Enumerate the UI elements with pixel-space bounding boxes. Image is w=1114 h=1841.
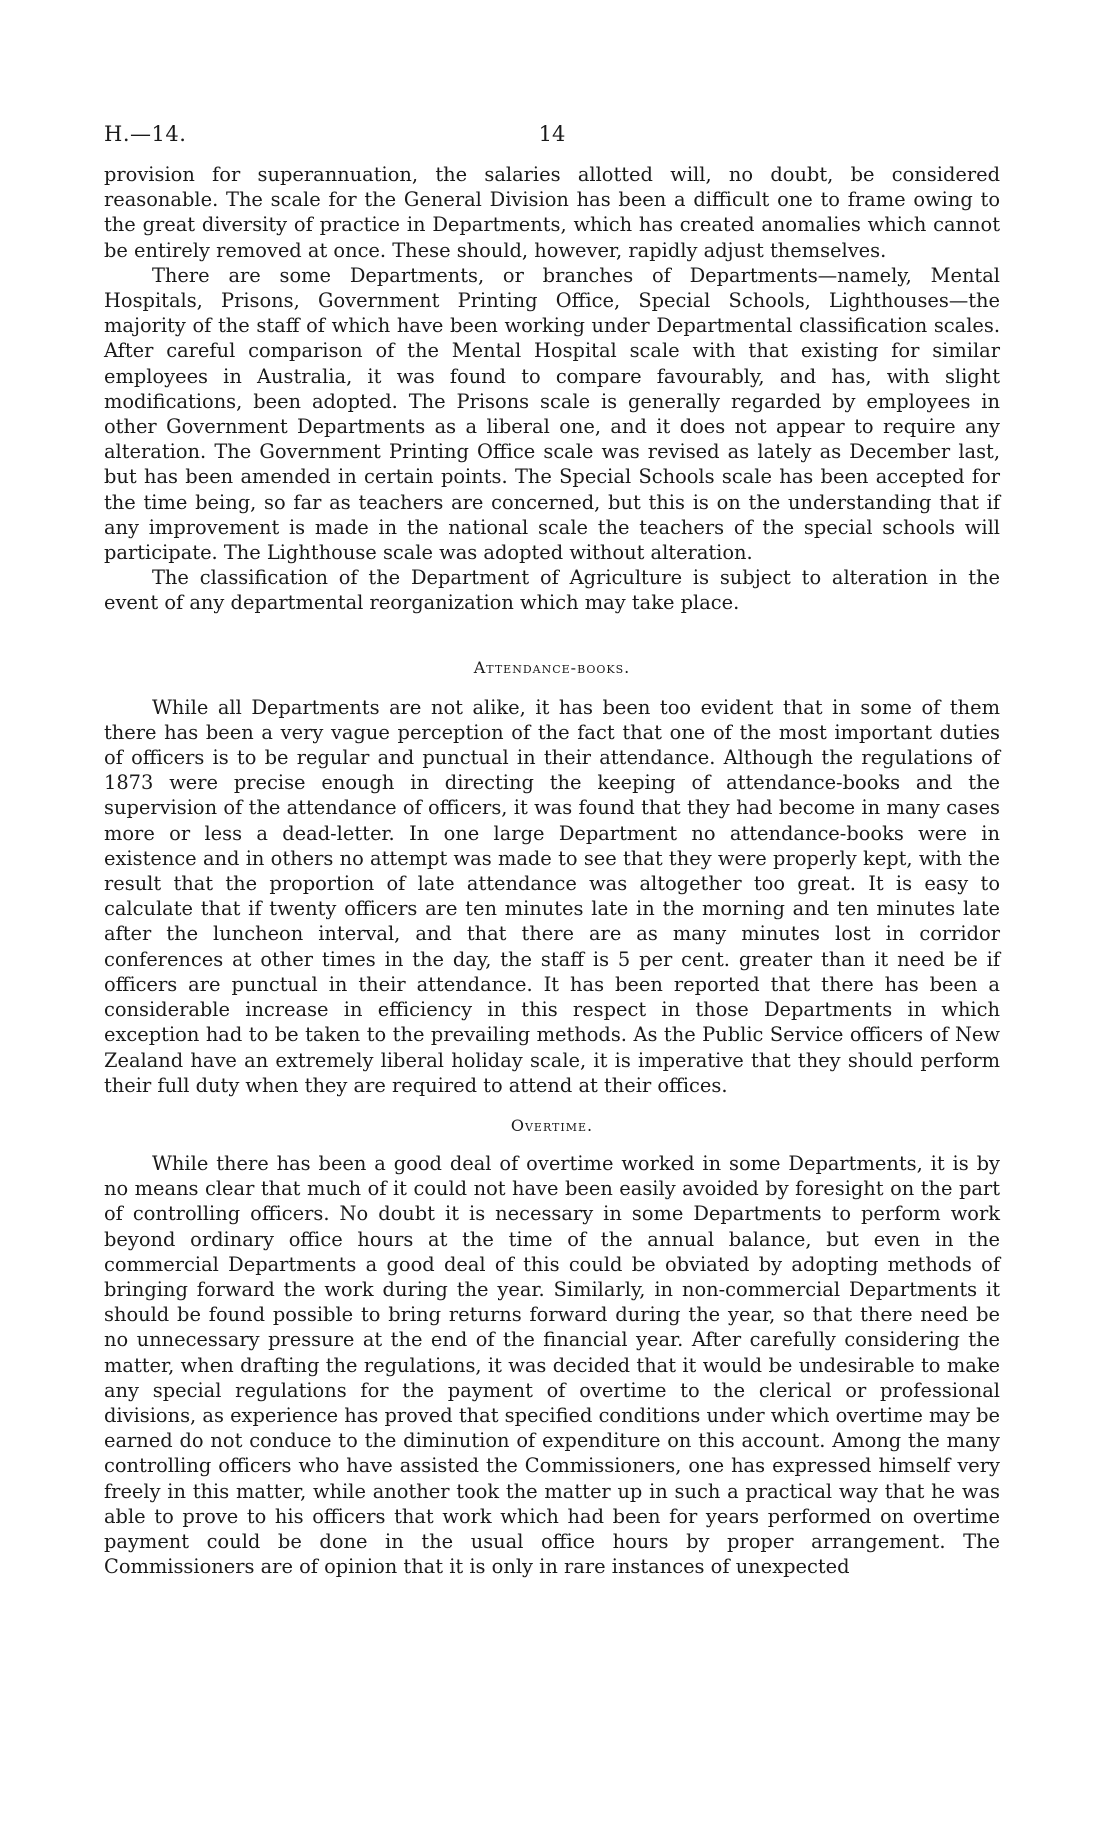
body-paragraph-1: provision for superannuation, the salaries allotted will, no doubt, be considered reasonable. The scale for the General Division has been a difficult one to frame owing to the great diversity of practice in Departments, which has created anomalies which cannot be entirely removed at once. These should, however, rapidly adjust themselves. bbox=[104, 163, 1000, 262]
document-reference: H.—14. bbox=[104, 122, 187, 146]
body-paragraph-2: There are some Departments, or branches of Departments—namely, Mental Hospitals, Prisons, Government Printing Office, Special Schools, Lighthouses—the majority of the staff of which have been working under Departmental classification scales. After careful comparison of the Mental Hospital scale with that existing for similar employees in Australia, it was found to compare favourably, and has, with slight modifications, been adopted. The Prisons scale is generally regarded by employees in other Government Departments as a liberal one, and it does not appear to require any alteration. The Government Printing Office scale was revised as lately as December last, but has been amended in certain points. The Special Schools scale has been accepted for the time being, so far as teachers are concerned, but this is on the understanding that if any improvement is made in the national scale the teachers of the special schools will participate. The Lighthouse scale was adopted without alteration. bbox=[104, 263, 1000, 565]
page-number: 14 bbox=[538, 122, 566, 146]
document-page bbox=[104, 122, 1000, 1579]
overtime-paragraph: While there has been a good deal of overtime worked in some Departments, it is by no means clear that much of it could not have been easily avoided by foresight on the part of controlling officers. No doubt it is necessary in some Departments to perform work beyond ordinary office hours at the time of the annual balance, but even in the commercial Departments a good deal of this could be obviated by adopting methods of bringing forward the work during the year. Similarly, in non-commercial Departments it should be found possible to bring returns forward during the year, so that there need be no unnecessary pressure at the end of the financial year. After carefully considering the matter, when drafting the regulations, it was decided that it would be undesirable to make any special regulations for the payment of overtime to the clerical or professional divisions, as experience has proved that specified conditions under which overtime may be earned do not conduce to the diminution of expenditure on this account. Among the many controlling officers who have assisted the Commissioners, one has expressed himself very freely in this matter, while another took the matter up in such a practical way that he was able to prove to his officers that work which had been for years performed on overtime payment could be done in the usual office hours by proper arrangement. The Commissioners are of opinion that it is only in rare instances of unexpected bbox=[104, 1151, 1000, 1579]
body-paragraph-3: The classification of the Department of Agriculture is subject to alteration in the event of any departmental reorganization which may take place. bbox=[104, 566, 1000, 615]
overtime-heading: Overtime. bbox=[510, 1115, 594, 1135]
attendance-books-heading: Attendance-books. bbox=[473, 657, 631, 677]
page-header bbox=[104, 122, 1000, 162]
attendance-books-paragraph: While all Departments are not alike, it has been too evident that in some of them there has been a very vague perception of the fact that one of the most important duties of officers is to be regular and punctual in their attendance. Although the regulations of 1873 were precise enough in directing the keeping of attendance-books and the supervision of the attendance of officers, it was found that they had become in many cases more or less a dead-letter. In one large Department no attendance-books were in existence and in others no attempt was made to see that they were properly kept, with the result that the proportion of late attendance was altogether too great. It is easy to calculate that if twenty officers are ten minutes late in the morning and ten minutes late after the luncheon interval, and that there are as many minutes lost in corridor conferences at other times in the day, the staff is 5 per cent. greater than it need be if officers are punctual in their attendance. It has been reported that there has been a considerable increase in efficiency in this respect in those Departments in which exception had to be taken to the prevailing methods. As the Public Service officers of New Zealand have an extremely liberal holiday scale, it is imperative that they should perform their full duty when they are required to attend at their offices. bbox=[104, 695, 1000, 1097]
